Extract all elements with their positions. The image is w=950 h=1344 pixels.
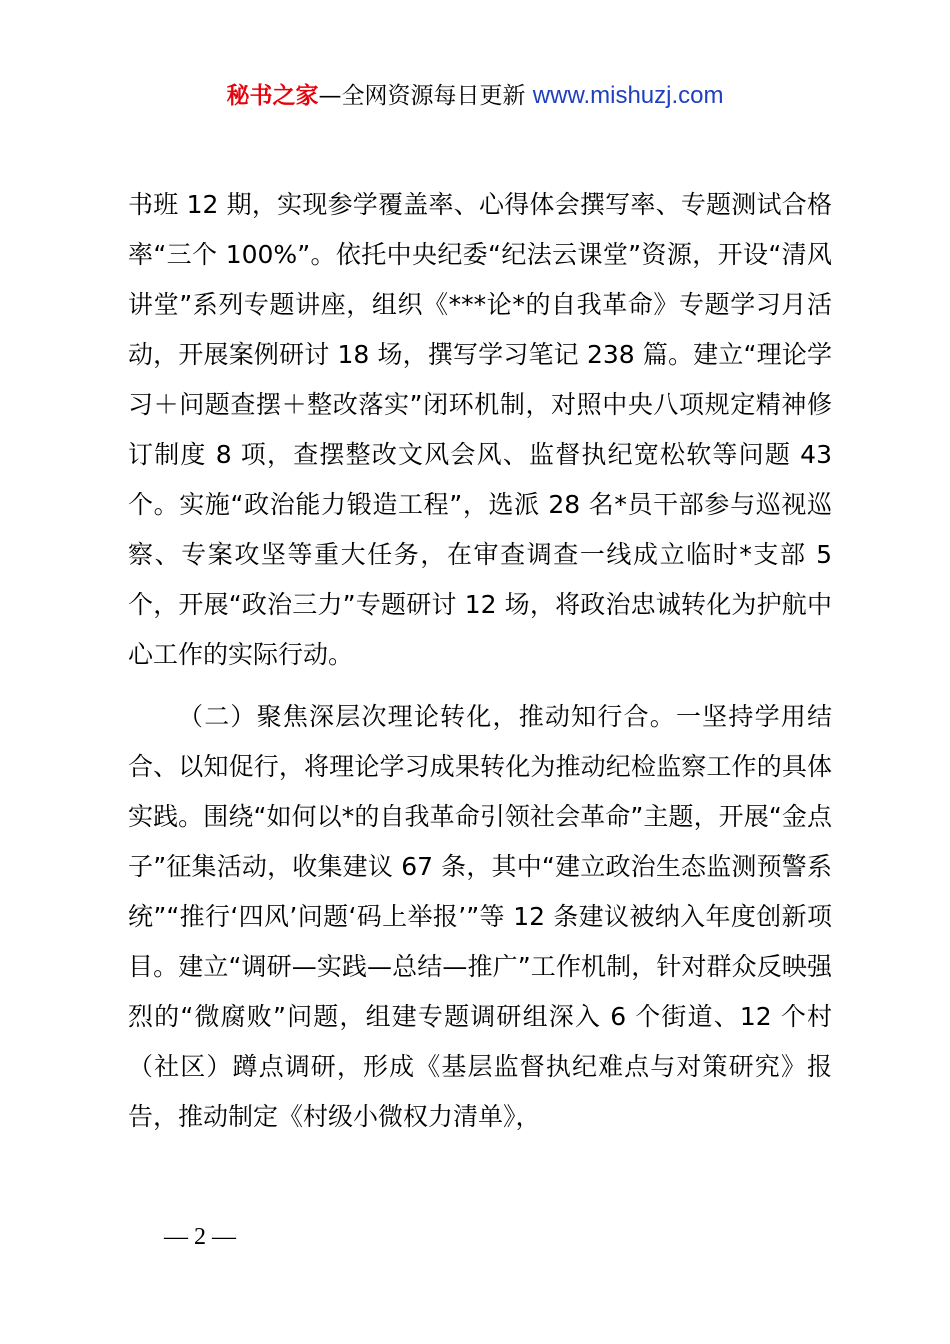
- site-header: [0, 76, 950, 116]
- page-number: — 2 —: [164, 1224, 236, 1250]
- paragraph-1: 书班 12 期，实现参学覆盖率、心得体会撰写率、专题测试合格率“三个 100%”。依托中央纪委“纪法云课堂”资源，开设“清风讲堂”系列专题讲座，组织《***论*的自我革命》专题学习月活动，开展案例研讨 18 场，撰写学习笔记 238 篇。建立“理论学习＋问题查摆＋整改落实”闭环机制，对照中央八项规定精神修订制度 8 项，查摆整改文风会风、监督执纪宽松软等问题 43 个。实施“政治能力锻造工程”，选派 28 名*员干部参与巡视巡察、专案攻坚等重大任务，在审查调查一线成立临时*支部 5 个，开展“政治三力”专题研讨 12 场，将政治忠诚转化为护航中心工作的实际行动。: [128, 190, 832, 669]
- site-url[interactable]: www.mishuzj.com: [532, 82, 724, 109]
- site-brand: 秘书之家: [226, 83, 319, 109]
- paragraph-2: （二）聚焦深层次理论转化，推动知行合。一坚持学用结合、以知促行，将理论学习成果转化为推动纪检监察工作的具体实践。围绕“如何以*的自我革命引领社会革命”主题，开展“金点子”征集活动，收集建议 67 条，其中“建立政治生态监测预警系统”“推行‘四风’问题‘码上举报’”等 12 条建议被纳入年度创新项目。建立“调研—实践—总结—推广”工作机制，针对群众反映强烈的“微腐败”问题，组建专题调研组深入 6 个街道、12 个村（社区）蹲点调研，形成《基层监督执纪难点与对策研究》报告，推动制定《村级小微权力清单》，: [128, 702, 832, 1131]
- document-body: [128, 180, 832, 1142]
- site-slogan: —全网资源每日更新: [318, 83, 526, 109]
